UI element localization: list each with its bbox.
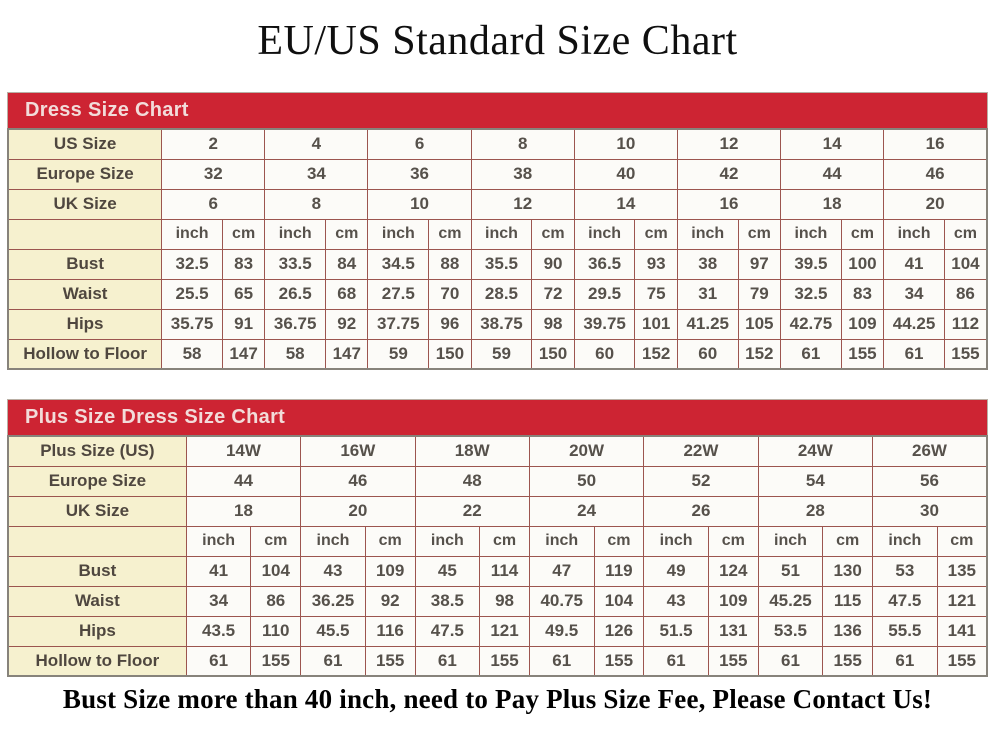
measure-inch-cell: 42.75: [781, 309, 842, 339]
unit-cm-cell: cm: [937, 526, 987, 556]
measure-inch-cell: 39.75: [574, 309, 635, 339]
plus-size-table: [7, 435, 988, 677]
measure-inch-cell: 53: [873, 556, 938, 586]
measure-cm-cell: 72: [532, 279, 574, 309]
measure-cm-cell: 155: [708, 646, 758, 676]
size-row: [8, 466, 987, 496]
unit-inch-cell: inch: [368, 219, 429, 249]
size-cell: 8: [265, 189, 368, 219]
unit-inch-cell: inch: [529, 526, 594, 556]
measure-cm-cell: 83: [841, 279, 883, 309]
size-row: [8, 159, 987, 189]
measurement-row: [8, 309, 987, 339]
measure-inch-cell: 61: [529, 646, 594, 676]
size-cell: 16: [677, 189, 780, 219]
measure-cm-cell: 91: [222, 309, 264, 339]
measure-inch-cell: 45.25: [758, 586, 823, 616]
measure-inch-cell: 36.5: [574, 249, 635, 279]
measure-cm-cell: 86: [944, 279, 987, 309]
size-cell: 40: [574, 159, 677, 189]
measure-inch-cell: 53.5: [758, 616, 823, 646]
measure-inch-cell: 36.25: [301, 586, 366, 616]
measure-inch-cell: 39.5: [781, 249, 842, 279]
measure-inch-cell: 61: [301, 646, 366, 676]
row-label: UK Size: [8, 189, 162, 219]
measure-cm-cell: 109: [708, 586, 758, 616]
measure-cm-cell: 124: [708, 556, 758, 586]
measure-cm-cell: 90: [532, 249, 574, 279]
measure-inch-cell: 35.5: [471, 249, 532, 279]
page-title: EU/US Standard Size Chart: [257, 18, 738, 64]
measure-inch-cell: 35.75: [162, 309, 223, 339]
measure-cm-cell: 70: [429, 279, 471, 309]
measure-cm-cell: 93: [635, 249, 677, 279]
size-cell: 50: [529, 466, 643, 496]
measure-inch-cell: 44.25: [884, 309, 945, 339]
row-label: Hollow to Floor: [8, 339, 162, 369]
measure-inch-cell: 40.75: [529, 586, 594, 616]
measure-cm-cell: 96: [429, 309, 471, 339]
measure-inch-cell: 47.5: [873, 586, 938, 616]
measure-inch-cell: 47.5: [415, 616, 480, 646]
measure-cm-cell: 115: [823, 586, 873, 616]
measure-inch-cell: 59: [471, 339, 532, 369]
size-cell: 6: [368, 129, 471, 159]
row-label: Plus Size (US): [8, 436, 186, 466]
measure-cm-cell: 147: [326, 339, 368, 369]
size-cell: 32: [162, 159, 265, 189]
measure-cm-cell: 104: [594, 586, 644, 616]
row-label: Europe Size: [8, 159, 162, 189]
row-label-blank: [8, 219, 162, 249]
size-cell: 24W: [758, 436, 872, 466]
unit-cm-cell: cm: [222, 219, 264, 249]
row-label: Bust: [8, 556, 186, 586]
measure-cm-cell: 152: [635, 339, 677, 369]
row-label: US Size: [8, 129, 162, 159]
row-label: Hollow to Floor: [8, 646, 186, 676]
measure-inch-cell: 38.5: [415, 586, 480, 616]
measure-inch-cell: 29.5: [574, 279, 635, 309]
measure-inch-cell: 28.5: [471, 279, 532, 309]
measure-cm-cell: 121: [480, 616, 530, 646]
size-cell: 14W: [186, 436, 300, 466]
unit-cm-cell: cm: [944, 219, 987, 249]
measure-cm-cell: 98: [532, 309, 574, 339]
size-cell: 2: [162, 129, 265, 159]
size-cell: 10: [368, 189, 471, 219]
measure-inch-cell: 27.5: [368, 279, 429, 309]
measure-cm-cell: 136: [823, 616, 873, 646]
size-row: [8, 189, 987, 219]
measure-inch-cell: 32.5: [162, 249, 223, 279]
size-cell: 14: [574, 189, 677, 219]
size-cell: 16: [884, 129, 987, 159]
size-cell: 46: [301, 466, 415, 496]
measure-cm-cell: 92: [365, 586, 415, 616]
unit-inch-cell: inch: [301, 526, 366, 556]
measure-cm-cell: 155: [944, 339, 987, 369]
measure-cm-cell: 155: [937, 646, 987, 676]
measure-inch-cell: 45.5: [301, 616, 366, 646]
measure-inch-cell: 25.5: [162, 279, 223, 309]
measure-cm-cell: 155: [841, 339, 883, 369]
measure-cm-cell: 79: [738, 279, 780, 309]
measure-inch-cell: 61: [415, 646, 480, 676]
standard-chart-title-bar: [7, 92, 988, 128]
measurement-row: [8, 279, 987, 309]
measure-inch-cell: 49: [644, 556, 709, 586]
measure-inch-cell: 31: [677, 279, 738, 309]
unit-inch-cell: inch: [884, 219, 945, 249]
unit-cm-cell: cm: [326, 219, 368, 249]
measure-inch-cell: 43.5: [186, 616, 251, 646]
size-cell: 42: [677, 159, 780, 189]
unit-inch-cell: inch: [644, 526, 709, 556]
plus-chart-title-bar: [7, 399, 988, 435]
unit-cm-cell: cm: [429, 219, 471, 249]
unit-cm-cell: cm: [480, 526, 530, 556]
measure-inch-cell: 43: [301, 556, 366, 586]
size-cell: 24: [529, 496, 643, 526]
measure-inch-cell: 41: [186, 556, 251, 586]
measure-inch-cell: 61: [873, 646, 938, 676]
row-label: Hips: [8, 309, 162, 339]
measurement-row: [8, 586, 987, 616]
size-cell: 18: [186, 496, 300, 526]
measure-inch-cell: 60: [574, 339, 635, 369]
row-label: Bust: [8, 249, 162, 279]
measure-inch-cell: 38: [677, 249, 738, 279]
unit-inch-cell: inch: [265, 219, 326, 249]
size-cell: 26: [644, 496, 758, 526]
measure-inch-cell: 34.5: [368, 249, 429, 279]
measure-cm-cell: 100: [841, 249, 883, 279]
measure-cm-cell: 88: [429, 249, 471, 279]
size-row: [8, 436, 987, 466]
unit-inch-cell: inch: [162, 219, 223, 249]
measure-cm-cell: 150: [429, 339, 471, 369]
measurement-row: [8, 556, 987, 586]
measure-inch-cell: 32.5: [781, 279, 842, 309]
measure-inch-cell: 34: [186, 586, 251, 616]
size-cell: 36: [368, 159, 471, 189]
size-cell: 6: [162, 189, 265, 219]
measure-cm-cell: 141: [937, 616, 987, 646]
unit-inch-cell: inch: [415, 526, 480, 556]
measure-cm-cell: 83: [222, 249, 264, 279]
size-cell: 22W: [644, 436, 758, 466]
plus-chart-title: Plus Size Dress Size Chart: [25, 406, 286, 428]
size-cell: 48: [415, 466, 529, 496]
unit-cm-cell: cm: [823, 526, 873, 556]
measure-cm-cell: 155: [365, 646, 415, 676]
size-cell: 22: [415, 496, 529, 526]
measure-inch-cell: 58: [265, 339, 326, 369]
measure-cm-cell: 119: [594, 556, 644, 586]
measure-cm-cell: 114: [480, 556, 530, 586]
measure-inch-cell: 61: [781, 339, 842, 369]
row-label: Europe Size: [8, 466, 186, 496]
measure-cm-cell: 147: [222, 339, 264, 369]
measure-inch-cell: 60: [677, 339, 738, 369]
size-cell: 10: [574, 129, 677, 159]
standard-chart-title: Dress Size Chart: [25, 99, 189, 121]
measure-cm-cell: 135: [937, 556, 987, 586]
measure-inch-cell: 41.25: [677, 309, 738, 339]
unit-inch-cell: inch: [873, 526, 938, 556]
measure-inch-cell: 38.75: [471, 309, 532, 339]
unit-cm-cell: cm: [841, 219, 883, 249]
measure-cm-cell: 110: [251, 616, 301, 646]
measure-inch-cell: 55.5: [873, 616, 938, 646]
measure-inch-cell: 37.75: [368, 309, 429, 339]
measure-cm-cell: 104: [944, 249, 987, 279]
measure-inch-cell: 34: [884, 279, 945, 309]
measure-inch-cell: 41: [884, 249, 945, 279]
measure-cm-cell: 155: [480, 646, 530, 676]
unit-inch-cell: inch: [781, 219, 842, 249]
measure-inch-cell: 45: [415, 556, 480, 586]
size-cell: 56: [873, 466, 987, 496]
size-cell: 18: [781, 189, 884, 219]
measure-inch-cell: 33.5: [265, 249, 326, 279]
unit-row: [8, 526, 987, 556]
unit-cm-cell: cm: [708, 526, 758, 556]
size-cell: 8: [471, 129, 574, 159]
size-cell: 30: [873, 496, 987, 526]
size-cell: 38: [471, 159, 574, 189]
standard-size-table: [7, 128, 988, 370]
measure-cm-cell: 126: [594, 616, 644, 646]
size-cell: 26W: [873, 436, 987, 466]
unit-inch-cell: inch: [677, 219, 738, 249]
measurement-row: [8, 339, 987, 369]
measure-cm-cell: 109: [365, 556, 415, 586]
size-cell: 12: [677, 129, 780, 159]
measure-cm-cell: 155: [251, 646, 301, 676]
unit-cm-cell: cm: [251, 526, 301, 556]
measure-cm-cell: 98: [480, 586, 530, 616]
row-label: Waist: [8, 586, 186, 616]
row-label: Waist: [8, 279, 162, 309]
measure-cm-cell: 97: [738, 249, 780, 279]
standard-size-chart: [7, 92, 988, 370]
measure-inch-cell: 61: [758, 646, 823, 676]
measurement-row: [8, 616, 987, 646]
size-cell: 46: [884, 159, 987, 189]
size-cell: 20W: [529, 436, 643, 466]
measurement-row: [8, 249, 987, 279]
measure-inch-cell: 36.75: [265, 309, 326, 339]
size-cell: 12: [471, 189, 574, 219]
row-label: UK Size: [8, 496, 186, 526]
measure-inch-cell: 51: [758, 556, 823, 586]
measure-cm-cell: 112: [944, 309, 987, 339]
measure-cm-cell: 155: [594, 646, 644, 676]
size-cell: 14: [781, 129, 884, 159]
measure-cm-cell: 105: [738, 309, 780, 339]
unit-inch-cell: inch: [758, 526, 823, 556]
unit-cm-cell: cm: [532, 219, 574, 249]
size-row: [8, 496, 987, 526]
measure-cm-cell: 68: [326, 279, 368, 309]
measure-cm-cell: 150: [532, 339, 574, 369]
size-cell: 18W: [415, 436, 529, 466]
unit-row: [8, 219, 987, 249]
measure-cm-cell: 75: [635, 279, 677, 309]
measure-inch-cell: 26.5: [265, 279, 326, 309]
measure-cm-cell: 65: [222, 279, 264, 309]
unit-inch-cell: inch: [471, 219, 532, 249]
measure-inch-cell: 61: [186, 646, 251, 676]
plus-size-chart: [7, 399, 988, 677]
measure-inch-cell: 61: [644, 646, 709, 676]
measure-inch-cell: 43: [644, 586, 709, 616]
measure-cm-cell: 130: [823, 556, 873, 586]
measure-cm-cell: 116: [365, 616, 415, 646]
row-label: Hips: [8, 616, 186, 646]
measure-cm-cell: 84: [326, 249, 368, 279]
unit-inch-cell: inch: [574, 219, 635, 249]
measure-inch-cell: 47: [529, 556, 594, 586]
measure-inch-cell: 61: [884, 339, 945, 369]
measure-cm-cell: 152: [738, 339, 780, 369]
size-cell: 34: [265, 159, 368, 189]
row-label-blank: [8, 526, 186, 556]
size-row: [8, 129, 987, 159]
size-cell: 54: [758, 466, 872, 496]
measure-inch-cell: 58: [162, 339, 223, 369]
unit-cm-cell: cm: [594, 526, 644, 556]
size-cell: 16W: [301, 436, 415, 466]
unit-cm-cell: cm: [738, 219, 780, 249]
unit-cm-cell: cm: [635, 219, 677, 249]
size-cell: 20: [884, 189, 987, 219]
measure-cm-cell: 101: [635, 309, 677, 339]
measure-cm-cell: 92: [326, 309, 368, 339]
measure-cm-cell: 86: [251, 586, 301, 616]
size-cell: 44: [186, 466, 300, 496]
measure-inch-cell: 49.5: [529, 616, 594, 646]
size-cell: 52: [644, 466, 758, 496]
measure-inch-cell: 59: [368, 339, 429, 369]
plus-fee-note: Bust Size more than 40 inch, need to Pay Plus Size Fee, Please Contact Us!: [62, 684, 933, 714]
unit-inch-cell: inch: [186, 526, 251, 556]
measure-cm-cell: 131: [708, 616, 758, 646]
size-cell: 20: [301, 496, 415, 526]
measure-cm-cell: 155: [823, 646, 873, 676]
measure-cm-cell: 104: [251, 556, 301, 586]
size-cell: 4: [265, 129, 368, 159]
measurement-row: [8, 646, 987, 676]
measure-cm-cell: 121: [937, 586, 987, 616]
size-cell: 44: [781, 159, 884, 189]
measure-cm-cell: 109: [841, 309, 883, 339]
unit-cm-cell: cm: [365, 526, 415, 556]
size-cell: 28: [758, 496, 872, 526]
measure-inch-cell: 51.5: [644, 616, 709, 646]
